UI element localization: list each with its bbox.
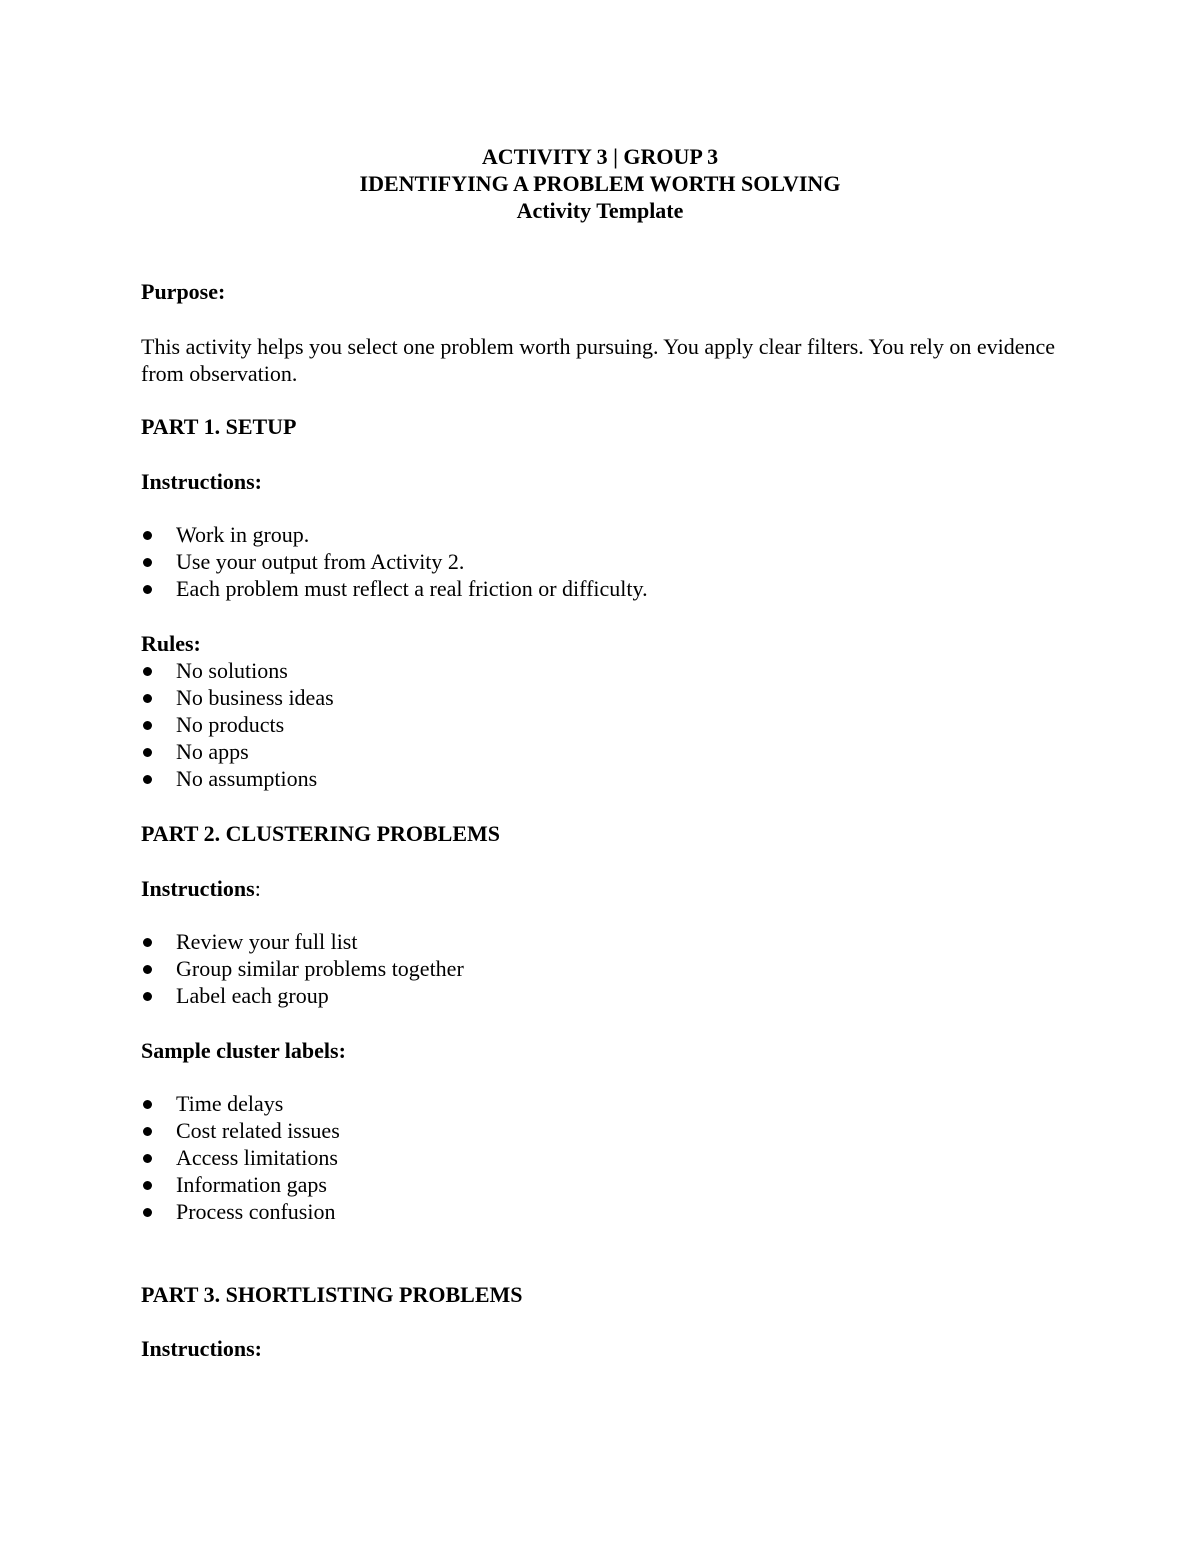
part1-heading: PART 1. SETUP <box>141 414 297 439</box>
bullet-icon <box>143 748 152 757</box>
bullet-icon <box>143 1127 152 1136</box>
bullet-icon <box>143 775 152 784</box>
list-item: Label each group <box>141 982 464 1009</box>
list-item: Access limitations <box>141 1144 340 1171</box>
list-item: Review your full list <box>141 928 464 955</box>
document-title-line-2: IDENTIFYING A PROBLEM WORTH SOLVING <box>359 171 841 196</box>
cluster-labels-list <box>141 1090 340 1225</box>
list-item: Work in group. <box>141 521 648 548</box>
bullet-icon <box>143 992 152 1001</box>
bullet-icon <box>143 1100 152 1109</box>
list-item: No solutions <box>141 657 334 684</box>
list-item: Use your output from Activity 2. <box>141 548 648 575</box>
document-title-line-1: ACTIVITY 3 | GROUP 3 <box>481 144 719 169</box>
bullet-icon <box>143 721 152 730</box>
part3-heading: PART 3. SHORTLISTING PROBLEMS <box>141 1282 523 1307</box>
bullet-icon <box>143 558 152 567</box>
part3-instructions-heading: Instructions: <box>141 1336 263 1361</box>
part1-instructions-list <box>141 521 648 602</box>
part2-instructions-heading: Instructions: <box>141 876 261 901</box>
part1-instructions-heading: Instructions: <box>141 469 263 494</box>
bullet-icon <box>143 1154 152 1163</box>
bullet-icon <box>143 938 152 947</box>
bullet-icon <box>143 965 152 974</box>
list-item: Cost related issues <box>141 1117 340 1144</box>
list-item: Time delays <box>141 1090 340 1117</box>
list-item: No assumptions <box>141 765 334 792</box>
list-item: No products <box>141 711 334 738</box>
bullet-icon <box>143 531 152 540</box>
list-item: Process confusion <box>141 1198 340 1225</box>
list-item: No apps <box>141 738 334 765</box>
purpose-text: This activity helps you select one problem worth pursuing. You apply clear filters. You rely on evidence from observation. <box>141 334 1056 386</box>
list-item: Group similar problems together <box>141 955 464 982</box>
bullet-icon <box>143 1208 152 1217</box>
bullet-icon <box>143 1181 152 1190</box>
bullet-icon <box>143 694 152 703</box>
cluster-labels-heading: Sample cluster labels: <box>141 1038 346 1063</box>
rules-list <box>141 657 334 792</box>
list-item: No business ideas <box>141 684 334 711</box>
part2-heading: PART 2. CLUSTERING PROBLEMS <box>141 821 501 846</box>
part2-instructions-list <box>141 928 464 1009</box>
list-item: Information gaps <box>141 1171 340 1198</box>
purpose-heading: Purpose: <box>141 279 226 304</box>
bullet-icon <box>143 585 152 594</box>
bullet-icon <box>143 667 152 676</box>
rules-heading: Rules: <box>141 631 201 656</box>
list-item: Each problem must reflect a real friction or difficulty. <box>141 575 648 602</box>
document-subtitle: Activity Template <box>516 198 684 223</box>
